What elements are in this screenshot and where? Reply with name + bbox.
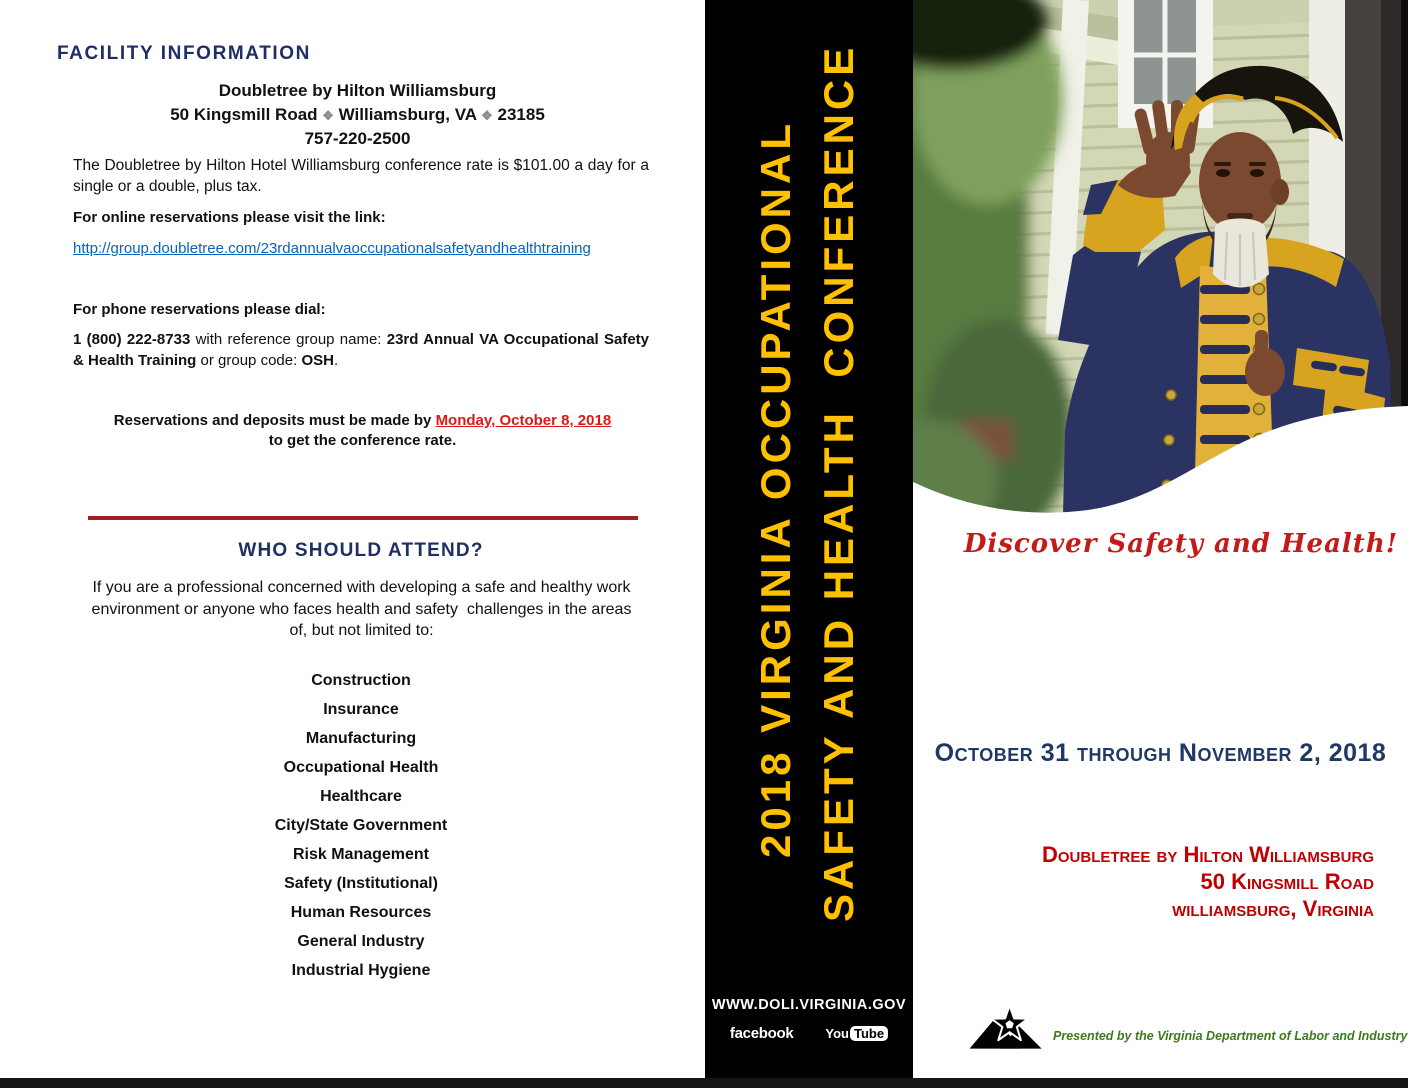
who-should-attend-heading: WHO SHOULD ATTEND? — [238, 540, 484, 561]
presented-by-text: Presented by the Virginia Department of Labor and Industry — [1053, 1029, 1408, 1043]
venue-block — [953, 841, 1374, 922]
conference-rate-paragraph: The Doubletree by Hilton Hotel Williamsburg conference rate is $101.00 a day for a single or a double, plus tax. — [73, 157, 649, 195]
industry-item: General Industry — [297, 933, 425, 950]
youtube-logo[interactable] — [825, 1026, 888, 1041]
text-segment: ❖ — [322, 107, 334, 123]
youtube-tube-badge: Tube — [850, 1026, 888, 1041]
text-segment: Reservations and deposits must be made by — [113, 412, 436, 429]
industry-item: Insurance — [323, 701, 399, 718]
conference-title-spine — [705, 0, 913, 1088]
cover-panel — [913, 0, 1408, 1088]
reservation-link[interactable]: http://group.doubletree.com/23rdannualvaoccupationalsafetyandhealthtraining — [73, 240, 591, 257]
venue-hotel-name: Doubletree by Hilton Williamsburg — [1042, 842, 1374, 867]
industry-item: Risk Management — [292, 846, 430, 863]
photo-illustration — [913, 0, 1408, 515]
industry-item: Construction — [311, 672, 411, 689]
industry-item: City/State Government — [274, 817, 448, 834]
text-segment: 50 Kingsmill Road — [170, 104, 323, 124]
industry-list — [75, 666, 647, 985]
industry-item: Manufacturing — [305, 730, 417, 747]
colonial-interpreter-photo — [913, 0, 1408, 515]
text-segment: 23185 — [492, 104, 545, 124]
bottom-edge-bar — [0, 1078, 1408, 1088]
text-segment: with reference group name: — [190, 331, 387, 348]
text-segment: or group code: — [196, 351, 302, 369]
text-segment: to get the conference rate. — [268, 432, 457, 449]
mountains-star-logo — [968, 999, 1048, 1055]
phone-reservation-details — [73, 330, 649, 371]
facebook-logo[interactable]: facebook — [729, 1025, 794, 1042]
venue-city-state: williamsburg, Virginia — [1172, 896, 1374, 921]
industry-item: Occupational Health — [283, 759, 439, 776]
doli-website-url: WWW.DOLI.VIRGINIA.GOV — [711, 997, 907, 1013]
text-segment: Monday, October 8, 2018 — [435, 412, 612, 429]
conference-title-line2: SAFETY AND HEALTH CONFERENCE — [815, 43, 862, 922]
reservation-deadline-note — [80, 411, 645, 451]
hotel-address-block — [70, 79, 645, 151]
industry-item: Industrial Hygiene — [291, 962, 431, 979]
doli-logo — [968, 999, 1048, 1049]
venue-street: 50 Kingsmill Road — [1200, 869, 1374, 894]
industry-item: Human Resources — [290, 904, 432, 921]
text-segment: Williamsburg, VA — [333, 104, 482, 124]
conference-dates: October 31 through November 2, 2018 — [934, 739, 1387, 767]
tagline-script: Discover Safety and Health! — [963, 529, 1399, 559]
who-should-attend-intro: If you are a professional concerned with developing a safe and healthy work environment or anyone who faces health and safety challenges in the areas of, but not limited to: — [91, 579, 636, 639]
red-divider-rule — [88, 516, 638, 520]
text-segment: . — [333, 351, 339, 369]
industry-item: Healthcare — [320, 788, 402, 805]
text-segment: 1 (800) 222-8733 — [73, 331, 191, 348]
conference-title-line1: 2018 VIRGINIA OCCUPATIONAL — [752, 120, 799, 858]
facility-information-heading: FACILITY INFORMATION — [57, 42, 312, 64]
phone-reservations-label: For phone reservations please dial: — [73, 301, 326, 318]
hotel-phone: 757-220-2500 — [304, 129, 411, 148]
youtube-you-text: You — [825, 1026, 849, 1041]
hotel-name: Doubletree by Hilton Williamsburg — [218, 81, 497, 100]
hotel-address-line — [70, 103, 645, 128]
industry-item: Safety (Institutional) — [284, 875, 438, 892]
social-logos-row — [705, 1025, 913, 1042]
text-segment: 23rd Annual VA Occupational Safety & Health Training — [73, 331, 649, 369]
text-segment: OSH — [301, 351, 334, 369]
online-reservations-label: For online reservations please visit the link: — [73, 209, 386, 226]
text-segment: ❖ — [481, 107, 493, 123]
